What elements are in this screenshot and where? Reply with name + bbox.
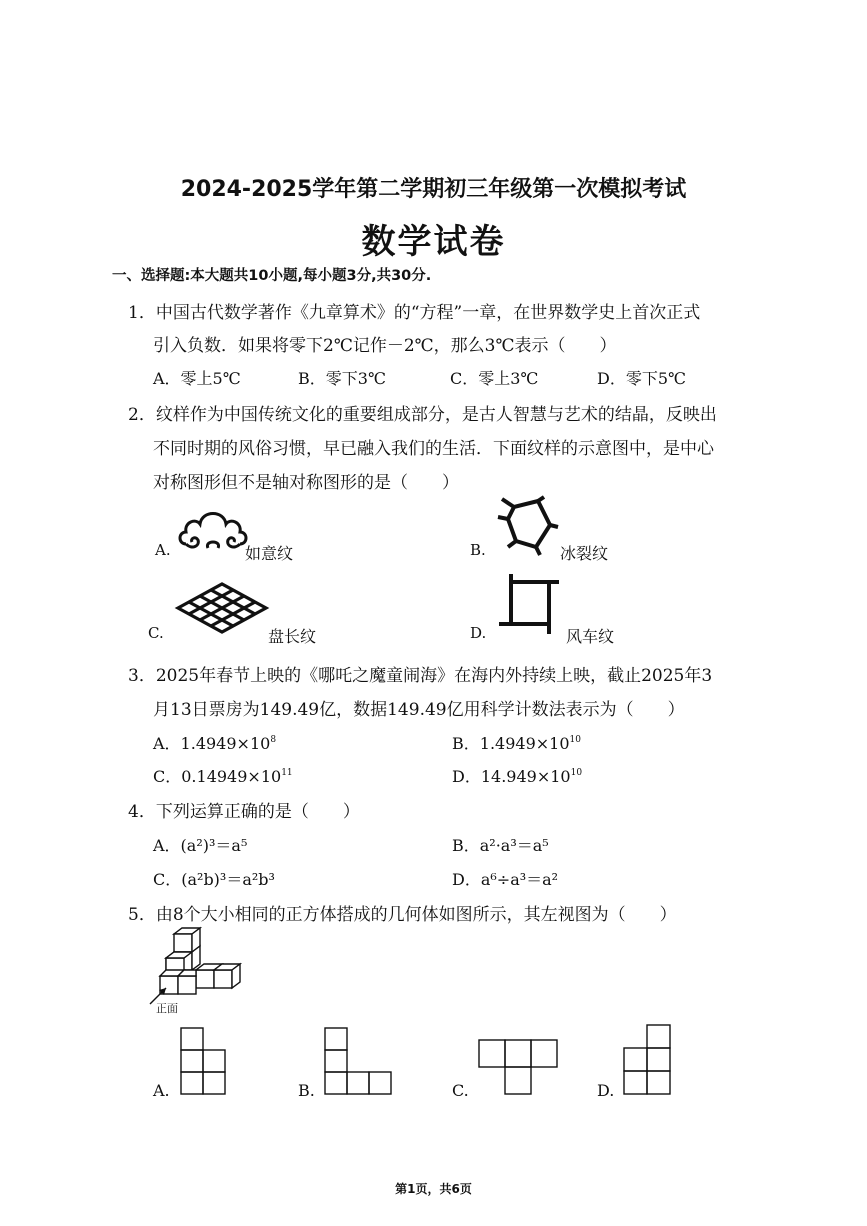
- panchang-knot-pattern-icon: [176, 582, 268, 634]
- q2-line1: 2．纹样作为中国传统文化的重要组成部分，是古人智慧与艺术的结晶，反映出: [128, 405, 717, 425]
- front-label: 正面: [156, 1002, 178, 1015]
- q5-option-b-view: [324, 1027, 392, 1095]
- q3-line1: 3．2025年春节上映的《哪吒之魔童闹海》在海内外持续上映，截止2025年3: [128, 666, 713, 686]
- q3-option-b: B．$1.4949\times 10^{10}$: [452, 734, 581, 753]
- subject-title: 数学试卷: [361, 222, 506, 262]
- ruyi-pattern-icon: [178, 504, 248, 554]
- q1-option-d: D．零下5℃: [597, 369, 686, 388]
- page-footer: 第1页，共6页: [395, 1182, 472, 1196]
- q2-line2: 不同时期的风俗习惯，早已融入我们的生活．下面纹样的示意图中，是中心: [153, 439, 714, 459]
- q5-option-a-view: [180, 1027, 226, 1095]
- q3-option-a: A．$1.4949\times 10^8$: [153, 734, 277, 753]
- q4-option-b: B．a²·a³＝a⁵: [452, 836, 549, 855]
- q2-option-a-name: 如意纹: [245, 544, 294, 563]
- q3-option-d: D．$14.949\times 10^{10}$: [452, 767, 583, 786]
- q2-option-b-letter: B.: [470, 541, 486, 559]
- q1-option-c: C．零上3℃: [450, 369, 539, 388]
- q5-option-b-letter: B.: [298, 1081, 315, 1100]
- q5-option-a-letter: A.: [153, 1081, 170, 1100]
- q2-option-a-letter: A.: [155, 541, 171, 559]
- q4-option-a: A．(a²)³＝a⁵: [153, 836, 248, 855]
- q5-line1: 5．由8个大小相同的正方体搭成的几何体如图所示，其左视图为（ ）: [128, 905, 677, 925]
- q2-line3: 对称图形但不是轴对称图形的是（ ）: [153, 473, 459, 493]
- q1-line2: 引入负数．如果将零下2℃记作－2℃，那么3℃表示（ ）: [153, 336, 617, 356]
- q2-option-c-name: 盘长纹: [268, 627, 317, 646]
- q2-option-b-name: 冰裂纹: [560, 544, 609, 563]
- q3-option-c: C．$0.14949\times 10^{11}$: [153, 767, 293, 786]
- q1-option-b: B．零下3℃: [298, 369, 386, 388]
- q5-option-c-letter: C.: [452, 1081, 469, 1100]
- q3-line2: 月13日票房为149.49亿，数据149.49亿用科学计数法表示为（ ）: [153, 700, 685, 720]
- q4-option-d: D．a⁶÷a³＝a²: [452, 870, 559, 889]
- q5-option-d-letter: D.: [597, 1081, 615, 1100]
- q2-option-d-name: 风车纹: [566, 627, 615, 646]
- ice-crack-pattern-icon: [498, 497, 564, 557]
- q4-option-c: C．(a²b)³＝a²b³: [153, 870, 275, 889]
- q1-option-a: A．零上5℃: [153, 369, 241, 388]
- windmill-pattern-icon: [497, 572, 563, 636]
- q5-option-d-view: [623, 1024, 671, 1096]
- exam-title: 2024-2025学年第二学期初三年级第一次模拟考试: [180, 177, 687, 202]
- q4-line1: 4．下列运算正确的是（ ）: [128, 802, 360, 822]
- q2-option-d-letter: D.: [470, 624, 487, 642]
- section-heading: 一、选择题:本大题共10小题,每小题3分,共30分.: [112, 268, 432, 284]
- q1-line1: 1．中国古代数学著作《九章算术》的“方程”一章，在世界数学史上首次正式: [128, 303, 701, 323]
- q5-option-c-view: [478, 1039, 560, 1095]
- q2-option-c-letter: C.: [148, 624, 164, 642]
- cube-stack-figure: [148, 926, 248, 1006]
